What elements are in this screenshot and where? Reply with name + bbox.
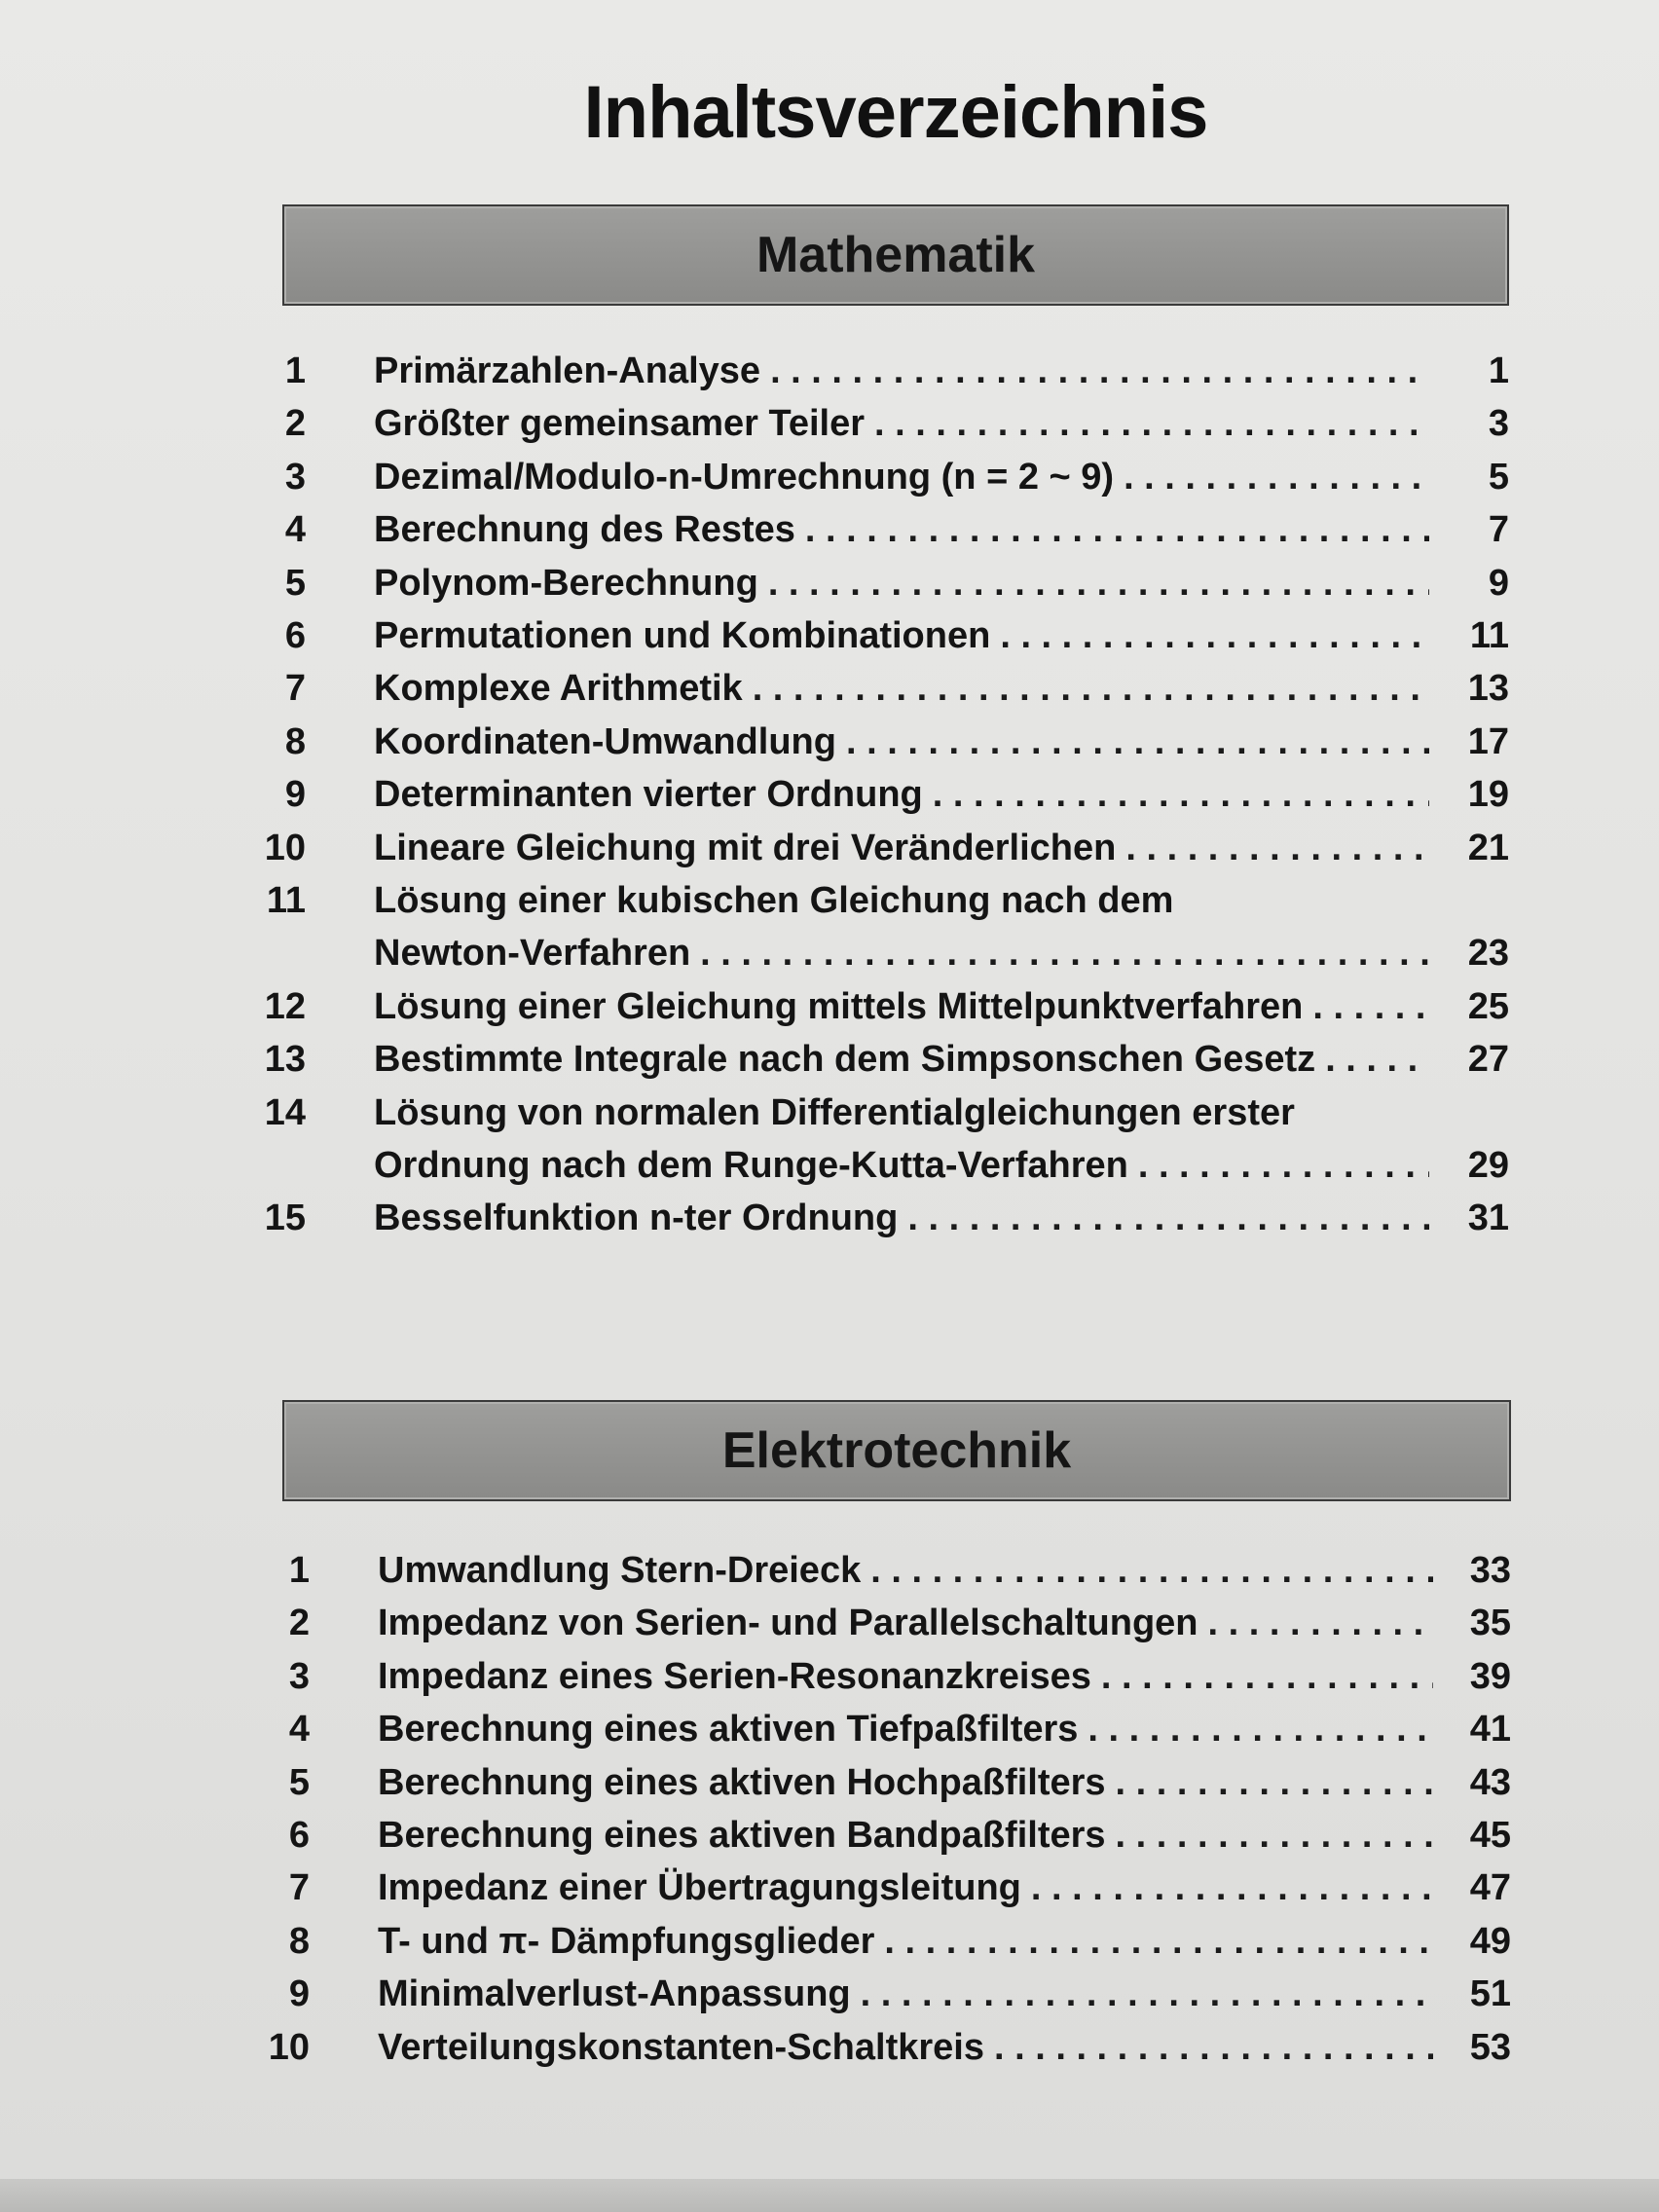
leader-dots (861, 1968, 1433, 2020)
toc-entry-line (0, 1139, 1659, 1192)
entry-title: Dezimal/Modulo-n-Umrechnung (n = 2 ~ 9) (374, 456, 1115, 498)
entry-text (378, 1915, 1443, 1968)
entry-page-number: 31 (1467, 1198, 1509, 1239)
entry-page-number: 23 (1467, 933, 1509, 975)
entry-title: Lineare Gleichung mit drei Veränderlichen (374, 827, 1117, 868)
entry-text (374, 451, 1439, 503)
entry-number: 4 (288, 1709, 310, 1751)
toc-entry-line (0, 662, 1659, 715)
entry-page-number: 7 (1488, 509, 1509, 551)
entry-text (374, 980, 1439, 1033)
page-title: Inhaltsverzeichnis (583, 71, 1208, 154)
entry-text (374, 345, 1439, 397)
entry-text (378, 1968, 1443, 2020)
toc-entry-line (0, 1033, 1659, 1086)
entry-title: Impedanz eines Serien-Resonanzkreises (378, 1655, 1091, 1697)
entry-text (374, 1087, 1439, 1139)
entry-title: Bestimmte Integrale nach dem Simpsonschen Gesetz (374, 1039, 1316, 1081)
leader-dots (1312, 980, 1429, 1033)
entry-page-number: 51 (1469, 1973, 1511, 2015)
entry-number: 1 (288, 1550, 310, 1591)
leader-dots (753, 662, 1429, 715)
entry-number: 9 (284, 774, 306, 816)
toc-entry-line (0, 451, 1659, 503)
entry-number: 3 (288, 1655, 310, 1697)
entry-page-number: 39 (1469, 1655, 1511, 1697)
entry-number: 8 (288, 1920, 310, 1962)
leader-dots (870, 1544, 1433, 1597)
leader-dots (1124, 451, 1429, 503)
entry-text (374, 609, 1439, 662)
toc-entry-line (0, 2021, 1659, 2074)
entry-text (374, 716, 1439, 768)
entry-page-number: 43 (1469, 1761, 1511, 1803)
entry-title: Lösung von normalen Differentialgleichungen erster (374, 1091, 1295, 1133)
entry-text (374, 1033, 1439, 1086)
toc-entry-line (0, 1597, 1659, 1649)
entry-number: 7 (288, 1867, 310, 1909)
toc-entry-line (0, 557, 1659, 609)
toc-entry-line (0, 822, 1659, 874)
entry-number: 6 (288, 1815, 310, 1856)
entry-title: Berechnung des Restes (374, 509, 795, 551)
entry-page-number: 1 (1488, 350, 1509, 391)
entry-page-number: 35 (1469, 1603, 1511, 1644)
toc-entry-line (0, 716, 1659, 768)
entry-text (378, 1809, 1443, 1862)
entry-number: 12 (264, 985, 306, 1027)
leader-dots (907, 1192, 1429, 1244)
entry-text (378, 1756, 1443, 1809)
entry-page-number: 49 (1469, 1920, 1511, 1962)
entry-title: Lösung einer kubischen Gleichung nach dem (374, 880, 1174, 921)
entry-number: 1 (284, 350, 306, 391)
entry-title: Besselfunktion n-ter Ordnung (374, 1198, 899, 1239)
entry-page-number: 5 (1488, 456, 1509, 498)
entry-number: 7 (284, 668, 306, 710)
section-title: Mathematik (756, 227, 1036, 283)
entry-page-number: 53 (1469, 2026, 1511, 2068)
entry-text (374, 768, 1439, 821)
entry-page-number: 25 (1467, 985, 1509, 1027)
entry-page-number: 3 (1488, 403, 1509, 445)
toc-entry-line (0, 1915, 1659, 1968)
entry-text (374, 662, 1439, 715)
entry-page-number: 41 (1469, 1709, 1511, 1751)
leader-dots (994, 2021, 1433, 2074)
section-title: Elektrotechnik (721, 1422, 1072, 1479)
leader-dots (1125, 822, 1429, 874)
toc-entry-line (0, 1192, 1659, 1244)
entry-page-number: 19 (1467, 774, 1509, 816)
entry-number: 5 (284, 562, 306, 604)
entry-number: 15 (264, 1198, 306, 1239)
leader-dots (884, 1915, 1433, 1968)
entry-text (374, 1192, 1439, 1244)
toc-entry-line (0, 1862, 1659, 1914)
entry-title: Minimalverlust-Anpassung (378, 1973, 851, 2015)
toc-entry-line (0, 1703, 1659, 1755)
entry-page-number: 27 (1467, 1039, 1509, 1081)
entry-title: Primärzahlen-Analyse (374, 350, 761, 391)
entry-title: Umwandlung Stern-Dreieck (378, 1550, 862, 1591)
entry-page-number: 45 (1469, 1815, 1511, 1856)
entry-number: 4 (284, 509, 306, 551)
entry-title: Berechnung eines aktiven Bandpaßfilters (378, 1815, 1106, 1856)
leader-dots (805, 503, 1429, 556)
entry-page-number: 9 (1488, 562, 1509, 604)
entry-title: Permutationen und Kombinationen (374, 615, 991, 656)
leader-dots (1325, 1033, 1429, 1086)
leader-dots (933, 768, 1429, 821)
entry-title: Verteilungskonstanten-Schaltkreis (378, 2026, 984, 2068)
entry-text (378, 1544, 1443, 1597)
toc-entry-line (0, 1650, 1659, 1703)
leader-dots (1000, 609, 1429, 662)
entry-page-number: 11 (1469, 615, 1509, 656)
section-header-mathematik (282, 204, 1509, 306)
entry-text (374, 1139, 1439, 1192)
entry-title: Lösung einer Gleichung mittels Mittelpunktverfahren (374, 985, 1304, 1027)
section-header-elektrotechnik (282, 1400, 1511, 1501)
leader-dots (1138, 1139, 1429, 1192)
entry-number: 2 (284, 403, 306, 445)
toc-entry-line (0, 1809, 1659, 1862)
entry-title: Ordnung nach dem Runge-Kutta-Verfahren (374, 1145, 1128, 1186)
entry-number: 10 (268, 2026, 310, 2068)
leader-dots (770, 345, 1429, 397)
page-edge (0, 2179, 1659, 2212)
entry-title: Impedanz von Serien- und Parallelschaltungen (378, 1603, 1198, 1644)
leader-dots (1031, 1862, 1433, 1914)
entry-title: T- und π- Dämpfungsglieder (378, 1920, 875, 1962)
toc-entry-line (0, 1968, 1659, 2020)
entry-page-number: 13 (1467, 668, 1509, 710)
entry-page-number: 47 (1469, 1867, 1511, 1909)
entry-number: 6 (284, 615, 306, 656)
entry-text (374, 397, 1439, 450)
leader-dots (1116, 1756, 1433, 1809)
entry-title: Größter gemeinsamer Teiler (374, 403, 866, 445)
entry-title: Polynom-Berechnung (374, 562, 758, 604)
entry-page-number: 29 (1467, 1145, 1509, 1186)
leader-dots (1101, 1650, 1433, 1703)
entry-text (374, 822, 1439, 874)
entry-number: 2 (288, 1603, 310, 1644)
toc-entry-line (0, 874, 1659, 927)
toc-entry-line (0, 1087, 1659, 1139)
entry-page-number: 17 (1467, 720, 1509, 762)
leader-dots (846, 716, 1429, 768)
entry-text (378, 1703, 1443, 1755)
toc-entry-line (0, 980, 1659, 1033)
leader-dots (1088, 1703, 1433, 1755)
entry-number: 13 (264, 1039, 306, 1081)
entry-number: 5 (288, 1761, 310, 1803)
entry-title: Berechnung eines aktiven Tiefpaßfilters (378, 1709, 1079, 1751)
leader-dots (874, 397, 1429, 450)
entry-title: Komplexe Arithmetik (374, 668, 743, 710)
entry-text (374, 557, 1439, 609)
toc-entry-line (0, 1544, 1659, 1597)
entry-title: Koordinaten-Umwandlung (374, 720, 836, 762)
entry-number: 3 (284, 456, 306, 498)
toc-entry-line (0, 609, 1659, 662)
entry-text (378, 1650, 1443, 1703)
entry-text (374, 503, 1439, 556)
entry-text (374, 927, 1439, 979)
toc-entry-line (0, 768, 1659, 821)
entry-title: Newton-Verfahren (374, 933, 691, 975)
leader-dots (1116, 1809, 1433, 1862)
entry-text (378, 2021, 1443, 2074)
entry-page-number: 33 (1469, 1550, 1511, 1591)
entry-number: 8 (284, 720, 306, 762)
leader-dots (1208, 1597, 1433, 1649)
entry-title: Determinanten vierter Ordnung (374, 774, 923, 816)
entry-title: Impedanz einer Übertragungsleitung (378, 1867, 1021, 1909)
leader-dots (768, 557, 1429, 609)
entry-title: Berechnung eines aktiven Hochpaßfilters (378, 1761, 1106, 1803)
entry-number: 14 (264, 1091, 306, 1133)
entry-page-number: 21 (1467, 827, 1509, 868)
toc-entry-line (0, 397, 1659, 450)
toc-entry-line (0, 345, 1659, 397)
entry-number: 9 (288, 1973, 310, 2015)
toc-entry-line (0, 503, 1659, 556)
entry-number: 11 (266, 880, 306, 921)
entry-text (378, 1597, 1443, 1649)
entry-text (374, 874, 1439, 927)
toc-entry-line (0, 1756, 1659, 1809)
entry-number: 10 (264, 827, 306, 868)
entry-text (378, 1862, 1443, 1914)
toc-entry-line (0, 927, 1659, 979)
leader-dots (700, 927, 1429, 979)
